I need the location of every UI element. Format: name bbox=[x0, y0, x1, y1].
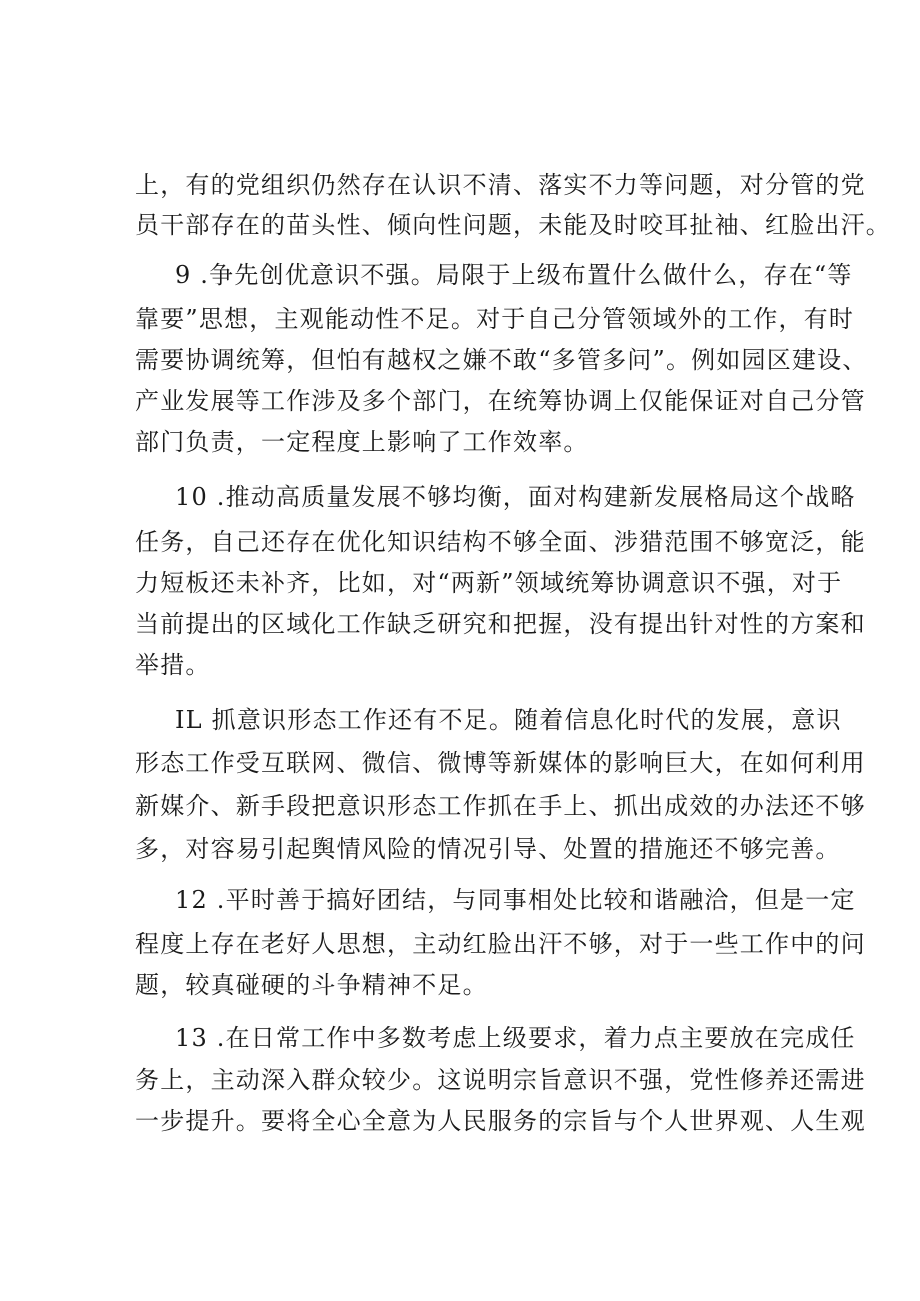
text-line: 靠要”思想，主观能动性不足。对于自己分管领域外的工作，有时 bbox=[135, 305, 855, 333]
text-line: IL 抓意识形态工作还有不足。随着信息化时代的发展，意识 bbox=[175, 706, 842, 734]
text-line: 题，较真碰硬的斗争精神不足。 bbox=[135, 971, 488, 999]
text-line: 多，对容易引起舆情风险的情况引导、处置的措施还不够完善。 bbox=[135, 835, 841, 863]
text-line: 任务，自己还存在优化知识结构不够全面、涉猎范围不够宽泛，能 bbox=[135, 528, 866, 556]
text-line: 10 .推动高质量发展不够均衡，面对构建新发展格局这个战略 bbox=[175, 483, 856, 511]
text-line: 12 .平时善于搞好团结，与同事相处比较和谐融洽，但是一定 bbox=[175, 886, 856, 914]
text-line: 13 .在日常工作中多数考虑上级要求，着力点主要放在完成任 bbox=[175, 1024, 856, 1052]
text-line: 新媒介、新手段把意识形态工作抓在手上、抓出成效的办法还不够 bbox=[135, 792, 866, 820]
text-line: 力短板还未补齐，比如，对“两新”领域统筹协调意识不强，对于 bbox=[135, 569, 843, 597]
text-line: 举措。 bbox=[135, 651, 211, 679]
text-line: 形态工作受互联网、微信、微博等新媒体的影响巨大，在如何利用 bbox=[135, 749, 866, 777]
text-line: 9 .争先创优意识不强。局限于上级布置什么做什么，存在“等 bbox=[175, 261, 853, 289]
text-line: 务上，主动深入群众较少。这说明宗旨意识不强，党性修养还需进 bbox=[135, 1066, 866, 1094]
text-line: 当前提出的区域化工作缺乏研究和把握，没有提出针对性的方案和 bbox=[135, 610, 866, 638]
text-line: 员干部存在的苗头性、倾向性问题，未能及时咬耳扯袖、红脸出汗。 bbox=[135, 211, 891, 239]
text-line: 产业发展等工作涉及多个部门，在统筹协调上仅能保证对自己分管 bbox=[135, 387, 866, 415]
text-line: 上，有的党组织仍然存在认识不清、落实不力等问题，对分管的党 bbox=[135, 171, 866, 199]
text-line: 一步提升。要将全心全意为人民服务的宗旨与个人世界观、人生观 bbox=[135, 1107, 866, 1135]
text-line: 需要协调统筹，但怕有越权之嫌不敢“多管多问”。例如园区建设、 bbox=[135, 346, 868, 374]
text-line: 程度上存在老好人思想，主动红脸出汗不够，对于一些工作中的问 bbox=[135, 930, 866, 958]
text-line: 部门负责，一定程度上影响了工作效率。 bbox=[135, 428, 589, 456]
